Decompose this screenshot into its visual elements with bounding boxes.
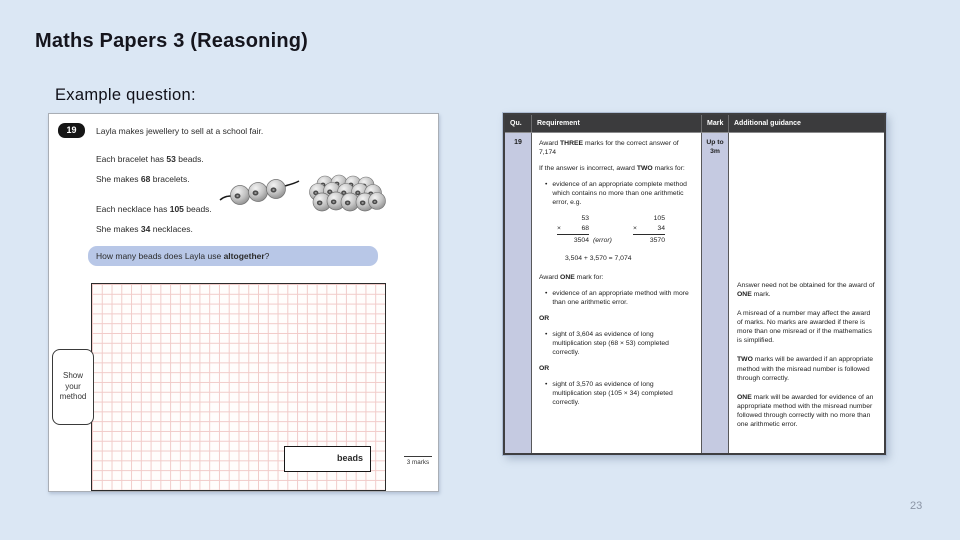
question-paper-panel	[48, 113, 439, 492]
paragraph: A misread of a number may affect the award of marks. No marks are awarded if there is more than one misread or if the mathematics is simplified.	[737, 310, 872, 345]
bullet-icon: •	[545, 380, 548, 388]
question-intro-text: Layla makes jewellery to sell at a school fair.	[96, 126, 264, 136]
bullet-icon: •	[545, 181, 548, 189]
cell-additional-guidance	[728, 133, 884, 453]
question-prompt: How many beads does Layla use altogether?	[88, 246, 378, 266]
question-statement: Each bracelet has 53 beads.	[96, 154, 204, 164]
mark-scheme-header-row	[505, 115, 884, 133]
long-multiplication-examples	[557, 214, 694, 244]
page-number: 23	[910, 500, 923, 512]
paragraph: Award ONE mark for:	[539, 273, 604, 281]
cell-mark: Up to 3m	[701, 133, 728, 453]
answer-box	[284, 446, 371, 472]
multiplication-working: 105 × 34 3570	[633, 215, 665, 244]
cell-requirement	[531, 133, 701, 453]
cell-question-number: 19	[505, 133, 531, 453]
paragraph: TWO marks will be awarded if an appropriate method with the misread number is followed through correctly.	[737, 356, 873, 382]
bullet-item: • sight of 3,570 as evidence of long multiplication step (105 × 34) completed correctly.	[545, 380, 673, 406]
header-additional-guidance: Additional guidance	[728, 115, 884, 132]
header-mark: Mark	[701, 115, 728, 132]
show-method-box: Show your method	[52, 349, 94, 425]
paragraph: Answer need not be obtained for the award of ONE mark.	[737, 282, 875, 299]
bullet-item: • evidence of an appropriate method with more than one arithmetic error.	[545, 289, 689, 306]
mark-scheme-table	[503, 113, 886, 455]
question-number-badge: 19	[58, 123, 85, 138]
question-statement: She makes 68 bracelets.	[96, 174, 190, 184]
slide-subtitle: Example question:	[55, 86, 196, 104]
question-statement: Each necklace has 105 beads.	[96, 204, 212, 214]
answer-unit-label: beads	[336, 453, 363, 463]
header-qu: Qu.	[510, 120, 522, 127]
beads-image	[219, 172, 389, 217]
mark-scheme-body-row	[505, 133, 884, 453]
paragraph: If the answer is incorrect, award TWO marks for:	[539, 165, 685, 173]
equation: 3,504 + 3,570 = 7,074	[565, 254, 632, 262]
bullet-item: • evidence of an appropriate complete method which contains no more than one arithmetic error, e.g.	[545, 181, 687, 207]
paragraph: ONE mark will be awarded for evidence of an appropriate method with the misread number followed through correctly with no more than one arithmetic error.	[737, 393, 874, 428]
bullet-item: • sight of 3,604 as evidence of long multiplication step (68 × 53) completed correctly.	[545, 330, 669, 356]
slide-title: Maths Papers 3 (Reasoning)	[35, 30, 309, 52]
bullet-icon: •	[545, 289, 548, 297]
marks-label: 3 marks	[404, 456, 432, 466]
or-label: OR	[539, 314, 550, 322]
bullet-icon: •	[545, 330, 548, 338]
question-statement: She makes 34 necklaces.	[96, 224, 193, 234]
paragraph: Award THREE marks for the correct answer of 7,174	[539, 140, 679, 157]
or-label: OR	[539, 364, 550, 372]
header-requirement: Requirement	[531, 115, 701, 132]
multiplication-working: 53 × 68 3504 (error)	[557, 215, 612, 244]
question-statements	[96, 154, 212, 244]
